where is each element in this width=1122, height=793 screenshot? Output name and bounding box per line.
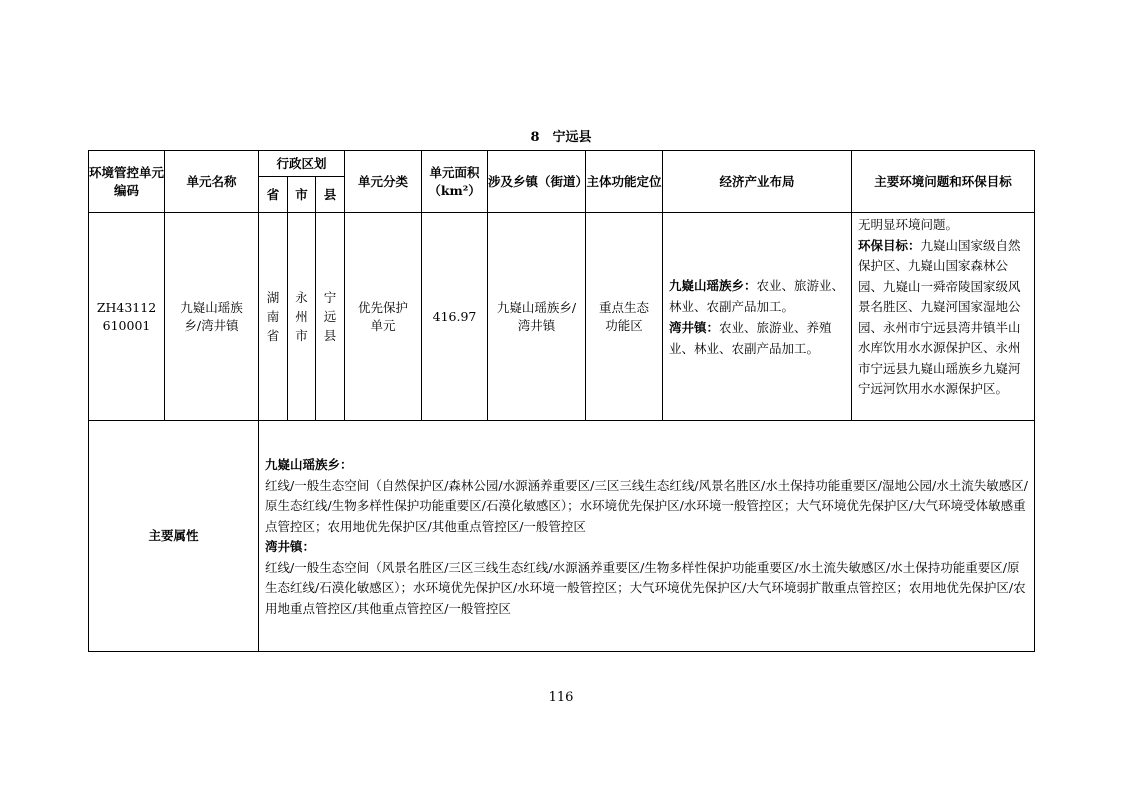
county-value: 宁远县 xyxy=(323,290,337,343)
attr-heading: 九嶷山瑶族乡： xyxy=(265,457,353,472)
header-admin: 行政区划 xyxy=(259,151,345,177)
env-issues-goals xyxy=(852,213,1035,421)
unit-towns: 九嶷山瑶族乡/湾井镇 xyxy=(488,213,586,421)
env-goal xyxy=(858,236,1028,400)
unit-name: 九嶷山瑶族乡/湾井镇 xyxy=(165,213,259,421)
economy-label: 九嶷山瑶族乡： xyxy=(669,277,757,293)
attributes-label: 主要属性 xyxy=(89,421,259,652)
env-goal-label: 环保目标： xyxy=(858,237,921,253)
env-goal-text: 九嶷山国家级自然保护区、九嶷山国家森林公园、九嶷山一舜帝陵国家级风景名胜区、九嶷河国家湿地公园、永州市宁远县湾井镇半山水库饮用水水源保护区、永州市宁远县九嶷山瑶族乡九嶷河宁远河饮用水水源保护区。 xyxy=(858,237,1021,396)
header-category: 单元分类 xyxy=(345,151,422,213)
header-city: 市 xyxy=(288,177,316,213)
attr-heading: 湾井镇： xyxy=(265,539,316,554)
economy-item xyxy=(669,317,845,359)
header-function: 主体功能定位 xyxy=(586,151,663,213)
header-name: 单元名称 xyxy=(165,151,259,213)
page-number: 116 xyxy=(548,690,574,705)
economy-text: 农业、旅游业、养殖业、林业、农副产品加工。 xyxy=(669,319,832,356)
header-county: 县 xyxy=(316,177,345,213)
env-issue: 无明显环境问题。 xyxy=(858,217,959,232)
attr-text: 红线/一般生态空间（风景名胜区/三区三线生态红线/水源涵养重要区/生物多样性保护功能重要区/水土流失敏感区/水土保持功能重要区/原生态红线/石漠化敏感区）；水环境优先保护区/水环境一般管控区；大气环境优先保护区/大气环境弱扩散重点管控区；农用地优先保护区/农用地重点管控区/其他重点管控区/一般管控区 xyxy=(265,559,1026,616)
header-area: 单元面积（km²） xyxy=(422,151,488,213)
attr-text: 红线/一般生态空间（自然保护区/森林公园/水源涵养重要区/三区三线生态红线/风景名胜区/水土保持功能重要区/湿地公园/水土流失敏感区/原生态红线/生物多样性保护功能重要区/石漠化敏感区）；水环境优先保护区/水环境一般管控区；大气环境优先保护区/大气环境受体敏感重点管控区；农用地优先保护区/其他重点管控区/一般管控区 xyxy=(265,477,1028,534)
unit-category: 优先保护单元 xyxy=(345,213,422,421)
section-title: 8 宁远县 xyxy=(530,130,592,145)
attributes-content xyxy=(259,421,1035,652)
unit-area: 416.97 xyxy=(422,213,488,421)
economy-layout xyxy=(663,213,852,421)
control-unit-table xyxy=(88,150,1035,652)
economy-item xyxy=(669,275,845,317)
city-value: 永州市 xyxy=(295,290,308,343)
table-row xyxy=(89,213,1035,421)
unit-code: ZH43112610001 xyxy=(89,213,165,421)
header-env: 主要环境问题和环保目标 xyxy=(852,151,1035,213)
attributes-row xyxy=(89,421,1035,652)
header-economy: 经济产业布局 xyxy=(663,151,852,213)
header-code: 环境管控单元编码 xyxy=(89,151,165,213)
unit-function: 重点生态功能区 xyxy=(586,213,663,421)
economy-text: 农业、旅游业、林业、农副产品加工。 xyxy=(669,277,845,314)
header-towns: 涉及乡镇（街道） xyxy=(488,151,586,213)
economy-label: 湾井镇： xyxy=(669,319,720,335)
province-value: 湖南省 xyxy=(266,290,280,343)
header-province: 省 xyxy=(259,177,288,213)
